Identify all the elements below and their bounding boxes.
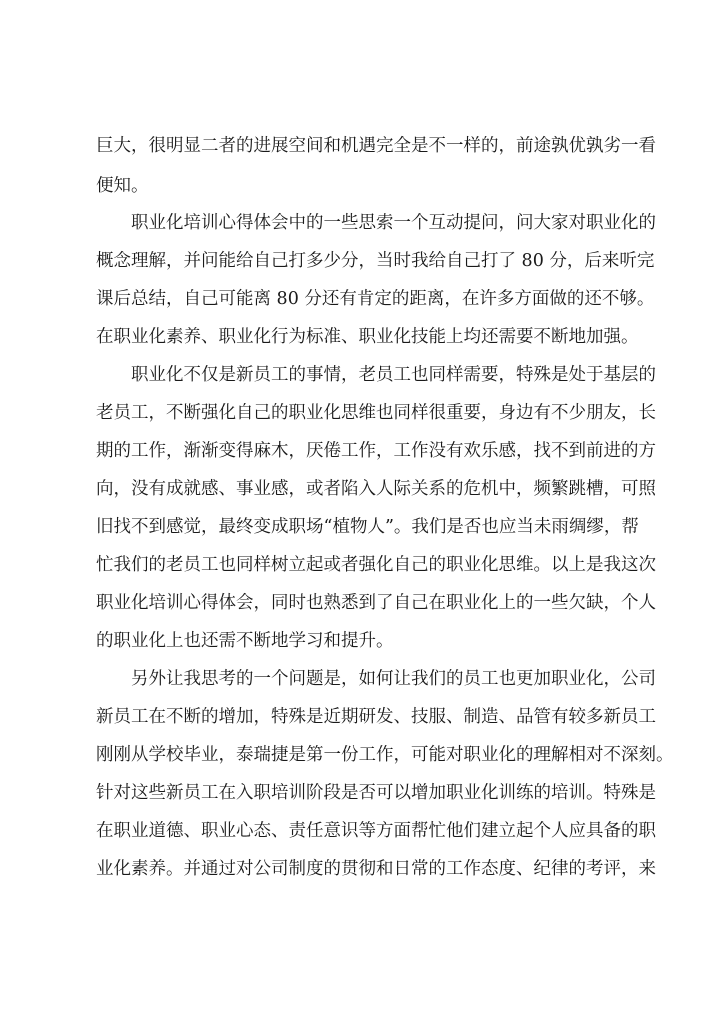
paragraph-line: 另外让我思考的一个问题是，如何让我们的员工也更加职业化，公司 (131, 669, 656, 689)
paragraph-line: 刚刚从学校毕业，泰瑞捷是第一份工作，可能对职业化的理解相对不深刻。 (96, 745, 674, 765)
paragraph-line: 新员工在不断的增加，特殊是近期研发、技服、制造、品管有较多新员工 (96, 707, 656, 727)
paragraph-line: 职业化培训心得体会，同时也熟悉到了自己在职业化上的一些欠缺，个人 (96, 593, 656, 613)
paragraph-line: 巨大，很明显二者的进展空间和机遇完全是不一样的，前途孰优孰劣一看 (96, 136, 656, 156)
paragraph-line: 旧找不到感觉，最终变成职场“植物人”。我们是否也应当未雨绸缪，帮 (96, 517, 639, 537)
paragraph-line: 的职业化上也还需不断地学习和提升。 (96, 631, 394, 651)
paragraph-line: 老员工，不断强化自己的职业化思维也同样很重要，身边有不少朋友，长 (96, 403, 656, 423)
paragraph-line: 概念理解，并问能给自己打多少分，当时我给自己打了 80 分，后来听完 (96, 251, 655, 271)
paragraph-line: 在职业化素养、职业化行为标准、职业化技能上均还需要不断地加强。 (96, 327, 639, 347)
paragraph-line: 职业化培训心得体会中的一些思索一个互动提问，问大家对职业化的 (131, 213, 656, 233)
paragraph-line: 职业化不仅是新员工的事情，老员工也同样需要，特殊是处于基层的 (131, 365, 656, 385)
paragraph-line: 便知。 (96, 176, 149, 196)
paragraph-line: 期的工作，渐渐变得麻木，厌倦工作，工作没有欢乐感，找不到前进的方 (96, 441, 656, 461)
paragraph-line: 课后总结，自己可能离 80 分还有肯定的距离，在许多方面做的还不够。 (96, 289, 655, 309)
paragraph-line: 向，没有成就感、事业感，或者陷入人际关系的危机中，频繁跳槽，可照 (96, 479, 656, 499)
paragraph-line: 针对这些新员工在入职培训阶段是否可以增加职业化训练的培训。特殊是 (96, 783, 656, 803)
paragraph-line: 业化素养。并通过对公司制度的贯彻和日常的工作态度、纪律的考评，来 (96, 859, 656, 879)
paragraph-line: 忙我们的老员工也同样树立起或者强化自己的职业化思维。以上是我这次 (96, 555, 656, 575)
paragraph-line: 在职业道德、职业心态、责任意识等方面帮忙他们建立起个人应具备的职 (96, 821, 656, 841)
